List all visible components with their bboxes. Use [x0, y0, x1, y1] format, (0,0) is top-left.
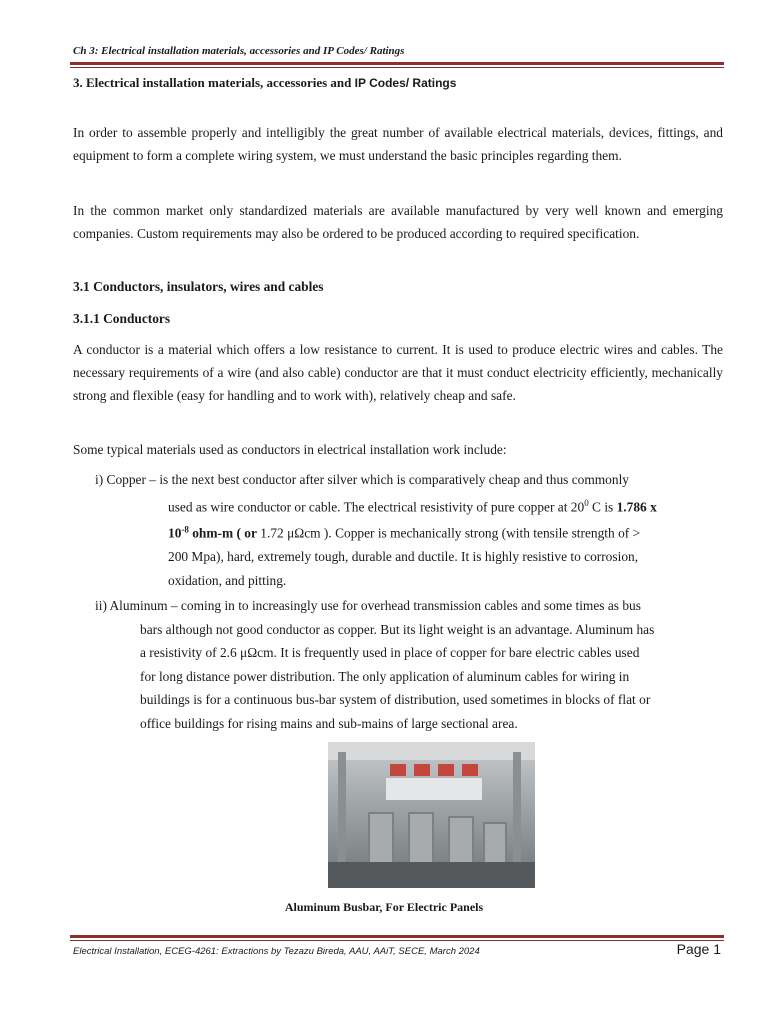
- footer-text: Electrical Installation, ECEG-4261: Extractions by Tezazu Bireda, AAU, AAiT, SECE, March 2024: [73, 946, 480, 957]
- copper-line-3: $10^{-8}$ ohm-m ( or 1.72 μΩcm ). Copper is mechanically strong (with tensile strength of >: [168, 524, 641, 541]
- conductor-paragraph: A conductor is a material which offers a low resistance to current. It is used to produce electric wires and cables. The necessary requirements of a wire (and also cable) conductor are that it must conduct electricity efficiently, mechanically strong and flexible (easy for handling and to work with), relatively cheap and safe.: [73, 342, 723, 403]
- list-item-copper: [95, 468, 723, 592]
- subsection-heading: 3.1.1 Conductors: [73, 311, 171, 326]
- aluminum-line-6: office buildings for rising mains and sub-mains of large sectional area.: [140, 715, 518, 731]
- intro-paragraph-2: In the common market only standardized materials are available manufactured by very well known and emerging companies. Custom requirements may also be ordered to be produced according to required specification.: [73, 203, 723, 241]
- figure-caption: Aluminum Busbar, For Electric Panels: [284, 900, 484, 914]
- section-heading: 3.1 Conductors, insulators, wires and cables: [73, 279, 324, 294]
- chapter-title-sans: IP Codes/ Ratings: [354, 76, 457, 90]
- chapter-title-serif: 3. Electrical installation materials, accessories and: [73, 75, 355, 90]
- intro-paragraph-1: In order to assemble properly and intelligibly the great number of available electrical materials, devices, fittings, and equipment to form a complete wiring system, we must understand the basic principles regarding them.: [73, 125, 723, 163]
- page-number: Page 1: [676, 941, 721, 957]
- chapter-title: [73, 75, 456, 91]
- header-rule-thin: [70, 67, 724, 68]
- aluminum-line-4: for long distance power distribution. The only application of aluminum cables for wiring in: [140, 668, 630, 684]
- list-item-aluminum: [95, 594, 735, 735]
- aluminum-line-2: bars although not good conductor as copper. But its light weight is an advantage. Aluminum has: [140, 621, 655, 637]
- footer-rule-thick: [70, 935, 724, 938]
- footer-rule-thin: [70, 940, 724, 941]
- header-rule-thick: [70, 62, 724, 65]
- running-head: Ch 3: Electrical installation materials, accessories and IP Codes/ Ratings: [73, 45, 405, 57]
- aluminum-line-1: ii) Aluminum – coming in to increasingly use for overhead transmission cables and some times as bus: [95, 598, 641, 613]
- aluminum-line-3: a resistivity of 2.6 μΩcm. It is frequently used in place of copper for bare electric cables used: [140, 645, 640, 660]
- busbar-photo: [328, 742, 535, 888]
- copper-line-5: oxidation, and pitting.: [168, 572, 287, 588]
- copper-line-1: i) Copper – is the next best conductor after silver which is comparatively cheap and thus commonly: [95, 472, 629, 487]
- aluminum-line-5: buildings is for a continuous bus-bar system of distribution, used sometimes in blocks of flat or: [140, 692, 651, 707]
- materials-intro: Some typical materials used as conductors in electrical installation work include:: [73, 442, 507, 457]
- copper-line-4: 200 Mpa), hard, extremely tough, durable and ductile. It is highly resistive to corrosion,: [168, 549, 639, 565]
- copper-line-2: used as wire conductor or cable. The electrical resistivity of pure copper at $20^0$ C is 1.786 x: [168, 497, 657, 514]
